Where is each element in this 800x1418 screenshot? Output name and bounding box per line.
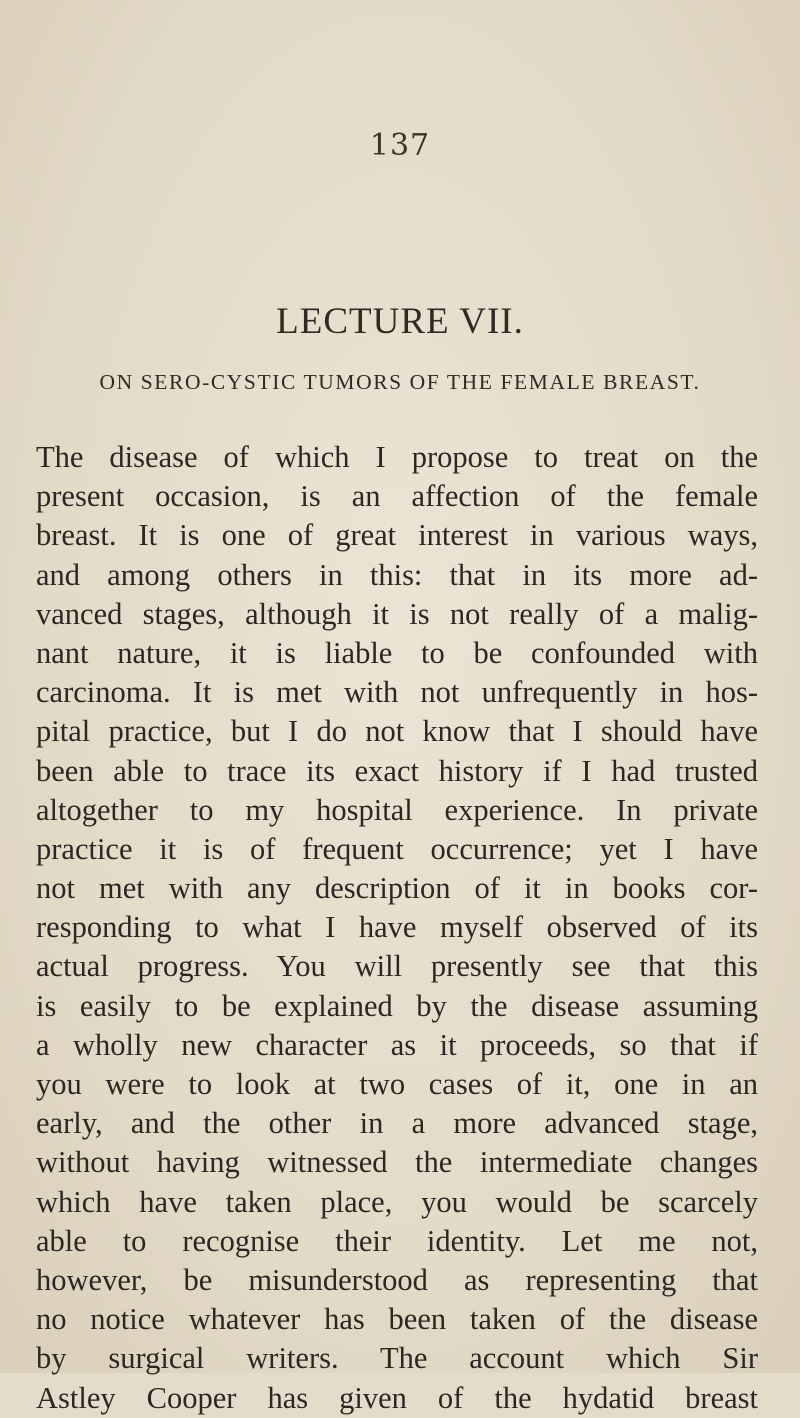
text-line: breast. It is one of great interest in various ways, xyxy=(36,518,758,553)
text-line: is easily to be explained by the disease assuming xyxy=(36,988,758,1023)
text-line: and among others in this: that in its more ad- xyxy=(36,557,758,592)
lecture-subtitle: ON SERO-CYSTIC TUMORS OF THE FEMALE BREAST. xyxy=(99,370,701,394)
text-line: practice it is of frequent occurrence; yet I have xyxy=(36,831,758,866)
text-line: by surgical writers. The account which Sir xyxy=(36,1341,758,1376)
text-line: which have taken place, you would be scarcely xyxy=(36,1184,758,1219)
text-line: able to recognise their identity. Let me not, xyxy=(36,1223,758,1258)
text-line: early, and the other in a more advanced stage, xyxy=(36,1106,758,1141)
text-line: actual progress. You will presently see that this xyxy=(36,949,758,984)
text-line: nant nature, it is liable to be confounded with xyxy=(36,635,758,670)
text-line: no notice whatever has been taken of the disease xyxy=(36,1302,758,1337)
text-line: a wholly new character as it proceeds, so that if xyxy=(36,1027,758,1062)
body-text xyxy=(36,438,758,1418)
text-line: vanced stages, although it is not really of a malig- xyxy=(36,596,758,631)
text-line: however, be misunderstood as representing that xyxy=(36,1262,758,1297)
text-line: pital practice, but I do not know that I should have xyxy=(36,714,758,749)
text-line: carcinoma. It is met with not unfrequently in hos- xyxy=(36,675,758,710)
text-line: you were to look at two cases of it, one in an xyxy=(36,1067,758,1101)
lecture-title: LECTURE VII. xyxy=(276,301,524,342)
text-line: without having witnessed the intermediate changes xyxy=(36,1145,758,1180)
text-line: present occasion, is an affection of the female xyxy=(36,479,758,514)
text-line: been able to trace its exact history if I had trusted xyxy=(36,753,758,788)
text-line: responding to what I have myself observed of its xyxy=(36,910,758,945)
text-line: The disease of which I propose to treat on the xyxy=(36,440,758,474)
text-line: altogether to my hospital experience. In private xyxy=(36,792,758,827)
text-line: not met with any description of it in books cor- xyxy=(36,871,758,906)
text-line: Astley Cooper has given of the hydatid breast xyxy=(36,1380,758,1415)
page-number: 137 xyxy=(369,128,431,163)
